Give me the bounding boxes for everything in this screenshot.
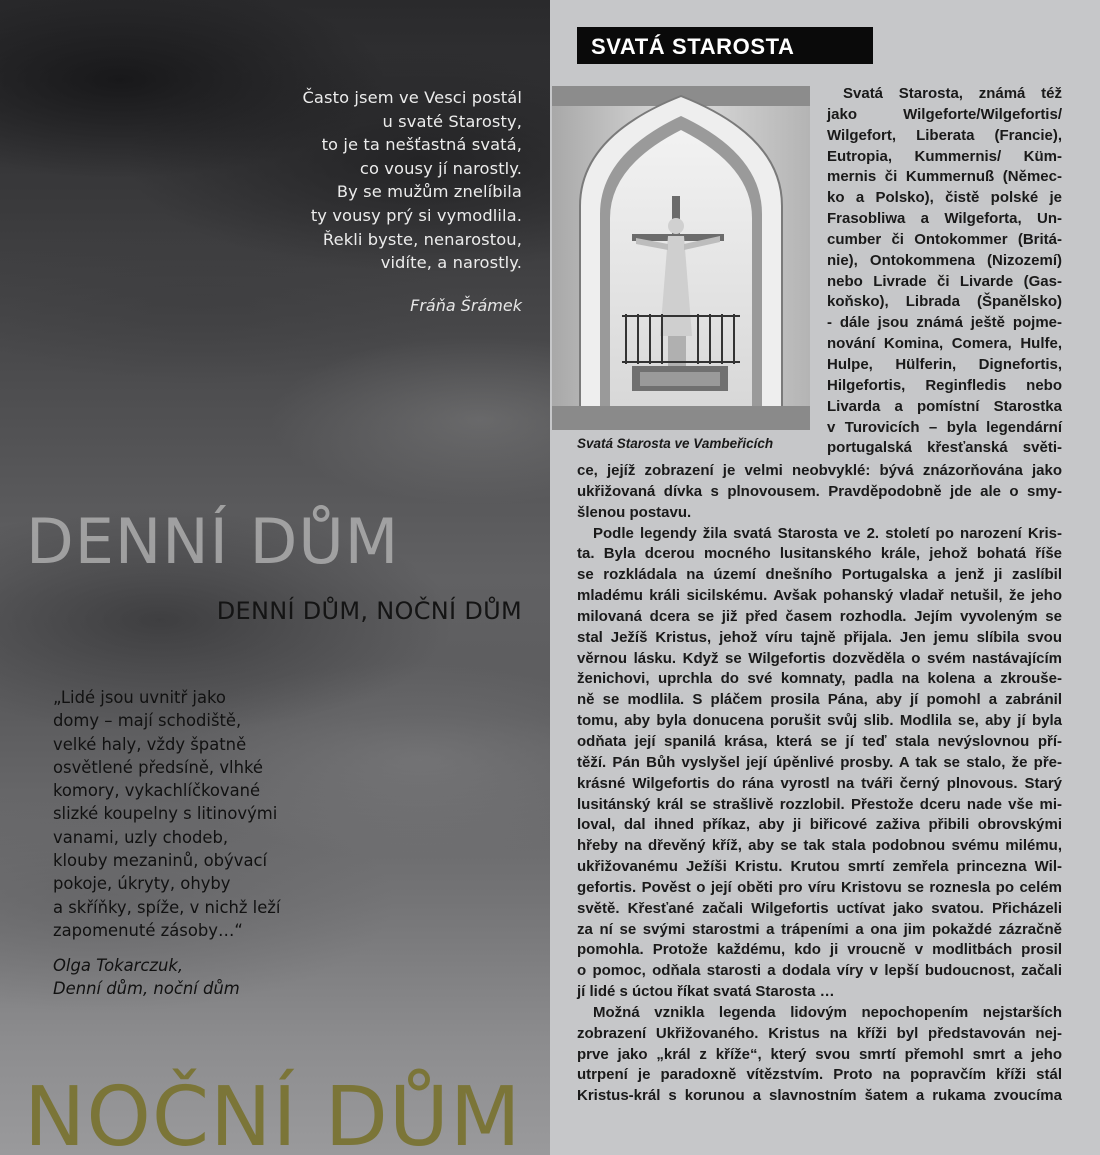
church-niche-photo xyxy=(552,86,810,430)
right-panel-article xyxy=(550,0,1100,1155)
poem xyxy=(102,86,522,275)
text-line: za ní se svými starostmi a trápeními a ona jim pokaždé zázračně xyxy=(577,920,1062,938)
text-line: Frasobliwa a Wilgeforta, Un- xyxy=(827,210,1062,228)
text-line: v Turovicích – byla legendární xyxy=(827,418,1062,436)
text-line: Kristus-král s korunou a slavnostním šatem a rukama zvoucíma xyxy=(577,1087,1062,1105)
text-line: - dále jsou známá ještě pojme- xyxy=(827,314,1062,332)
text-line: mernis či Kummernuß (Němec- xyxy=(827,168,1062,186)
text-line: ukřižovanému Ježíši Kristu. Krutou smrtí zemřela princezna Wil- xyxy=(577,858,1062,876)
quote-line: domy – mají schodiště, xyxy=(53,711,242,731)
text-line: Hilgefortis, Reginfledis nebo xyxy=(827,376,1062,394)
text-line: Eutropia, Kummernis/ Küm- xyxy=(827,147,1062,165)
quote-line: „Lidé jsou uvnitř jako xyxy=(53,688,226,707)
text-line: nie), Ontokommena (Nizozemí) xyxy=(827,251,1062,269)
poem-line: ty vousy prý si vymodlila. xyxy=(310,205,522,225)
text-line: Možná vznikla legenda lidovým nepochopením nejstarších xyxy=(593,1003,1062,1021)
text-line: pomohla. Protože každému, kdo ji vroucně v modlitbách prosil xyxy=(577,941,1062,959)
subtitle: DENNÍ DŮM, NOČNÍ DŮM xyxy=(216,597,522,625)
text-line: nebo Livrade či Livarde (Gas- xyxy=(827,272,1062,290)
text-line: koňsko), Librada (Španělsko) xyxy=(827,293,1062,311)
text-line: zobrazení Ukřižovaného. Kristus na kříži byl představován nej- xyxy=(577,1024,1062,1042)
poem-line: to je ta nešťastná svatá, xyxy=(321,135,522,155)
poem-line: vidíte, a narostly. xyxy=(380,253,522,273)
quote-line: klouby mezaninů, obývací xyxy=(53,851,268,871)
text-line: ko a Polsko), čistě polské je xyxy=(827,189,1062,207)
text-line: světě. Křesťané začali Wilgefortis uctívat jako svatou. Přicházeli xyxy=(577,899,1062,917)
text-line: prve jako „král z kříže“, který svou smrtí přemohl smrt a jeho xyxy=(577,1045,1062,1063)
text-line: tomu, aby byla donucena porušit svůj slib. Modlila se, aby jí byla xyxy=(577,712,1062,730)
text-line: nování Komina, Comera, Hulfe, xyxy=(827,335,1062,353)
poem-line: By se mužům znelíbila xyxy=(336,182,522,202)
crucifix-niche-image xyxy=(552,86,810,430)
text-line: ukřižovaná dívka s plnovousem. Pravděpodobně jde ale o smy- xyxy=(577,482,1062,500)
quote-author-name: Olga Tokarczuk, xyxy=(53,956,184,975)
big-title-nocni-dum: NOČNÍ DŮM xyxy=(24,1070,522,1155)
text-line: loval, dal ihned příkaz, aby ji biřicové zaživa přibili obrovskými xyxy=(577,816,1062,834)
text-line: krásné Wilgefortis do rána vyrostl na tváři černý plnovous. Starý xyxy=(577,774,1062,792)
article-title: SVATÁ STAROSTA xyxy=(591,34,795,59)
poem-line: u svaté Starosty, xyxy=(382,111,522,131)
text-line: hřeby na dřevěný kříž, aby se tak stala podobnou svému milému, xyxy=(577,837,1062,855)
text-line: portugalská křesťanská světi- xyxy=(827,439,1062,457)
poem-line: co vousy jí narostly. xyxy=(359,158,522,178)
text-line: Livarda a pomístní Starostka xyxy=(827,397,1062,415)
text-line: Svatá Starosta, známá též xyxy=(843,85,1062,102)
text-line: jí lidé s úctou říkat svatá Starosta … xyxy=(577,983,835,1001)
text-line: mladému králi sicilskému. Avšak pohanský vladař netušil, že jeho xyxy=(577,587,1062,605)
quote-author-work: Denní dům, noční dům xyxy=(53,979,240,998)
quote-line: a skříňky, spíže, v nichž leží xyxy=(53,897,281,917)
text-line: utrpení je paradoxně vítězstvím. Proto na popravčím kříži stál xyxy=(577,1066,1062,1084)
quote-line: velké haly, vždy špatně xyxy=(53,734,247,754)
quote-line: zapomenuté zásoby…“ xyxy=(53,920,243,940)
text-line: ta. Byla dcerou mocného lusitanského krále, jehož bohatá říše xyxy=(577,545,1062,563)
text-line: jako Wilgeforte/Wilgefortis/ xyxy=(827,105,1062,123)
text-line: věrnou lásku. Když se Wilgefortis dozvěděla o svém nastávajícím xyxy=(577,649,1062,667)
text-line: ně se modlila. S pláčem prosila Pána, aby jí pomohl a zabránil xyxy=(577,691,1062,709)
quote xyxy=(53,686,303,942)
text-line: ce, jejíž zobrazení je velmi neobvyklé: bývá znázorňována jako xyxy=(577,462,1062,479)
text-line: o pomoc, odňala starosti a dodala víry v lepší budoucnost, začali xyxy=(577,962,1062,980)
text-line: se rozkládala na území dnešního Portugalska a jenž ji zaslíbil xyxy=(577,566,1062,584)
quote-line: komory, vykachlíčkované xyxy=(53,781,261,801)
big-title-denni-dum: DENNÍ DŮM xyxy=(26,505,400,578)
text-line: Podle legendy žila svatá Starosta ve 2. století po narození Kris- xyxy=(593,524,1062,542)
photo-caption: Svatá Starosta ve Vambeřicích xyxy=(577,436,774,451)
article-column-wide xyxy=(577,461,1062,1107)
text-line: milovaná dcera se již před časem rozhodla. Jejím vyvoleným se xyxy=(577,607,1062,625)
text-line: lusitánský král se strašlivě rozzlobil. Přestože dceru nade vše mi- xyxy=(577,795,1062,813)
text-line: Wilgefort, Liberata (Francie), xyxy=(827,126,1062,144)
poem-author: Fráňa Šrámek xyxy=(410,296,522,315)
quote-line: slizké koupelny s litinovými xyxy=(53,804,278,824)
text-line: stal Ježíš Kristus, jehož víru tajně přijala. Jen jemu slíbila svou xyxy=(577,628,1062,646)
text-line: gefortis. Pověst o její oběti pro víru Kristovu se roznesla po celém xyxy=(577,878,1062,896)
text-line: ženichovi, uprchla do své komnaty, padla na kolena a zkrouše- xyxy=(577,670,1062,688)
quote-line: osvětlené předsíně, vlhké xyxy=(53,757,263,777)
text-line: šlenou postavu. xyxy=(577,503,692,521)
article-column-narrow xyxy=(827,84,1062,459)
quote-author xyxy=(53,954,240,1000)
quote-line: pokoje, úkryty, ohyby xyxy=(53,874,231,894)
article-header xyxy=(577,27,873,64)
poem-line: Řekli byste, nenarostou, xyxy=(322,229,522,249)
text-line: odňata její spanilá krása, která se jí teď stala nevýslovnou pří- xyxy=(577,732,1062,750)
text-line: těží. Pán Bůh vyslyšel její úpěnlivé prosby. A tak se stalo, že pře- xyxy=(577,753,1062,771)
quote-line: vanami, uzly chodeb, xyxy=(53,827,229,847)
poem-line: Často jsem ve Vesci postál xyxy=(302,88,522,107)
text-line: Hulpe, Hülferin, Dignefortis, xyxy=(827,355,1062,373)
text-line: cumber či Ontokommer (Britá- xyxy=(827,230,1062,248)
